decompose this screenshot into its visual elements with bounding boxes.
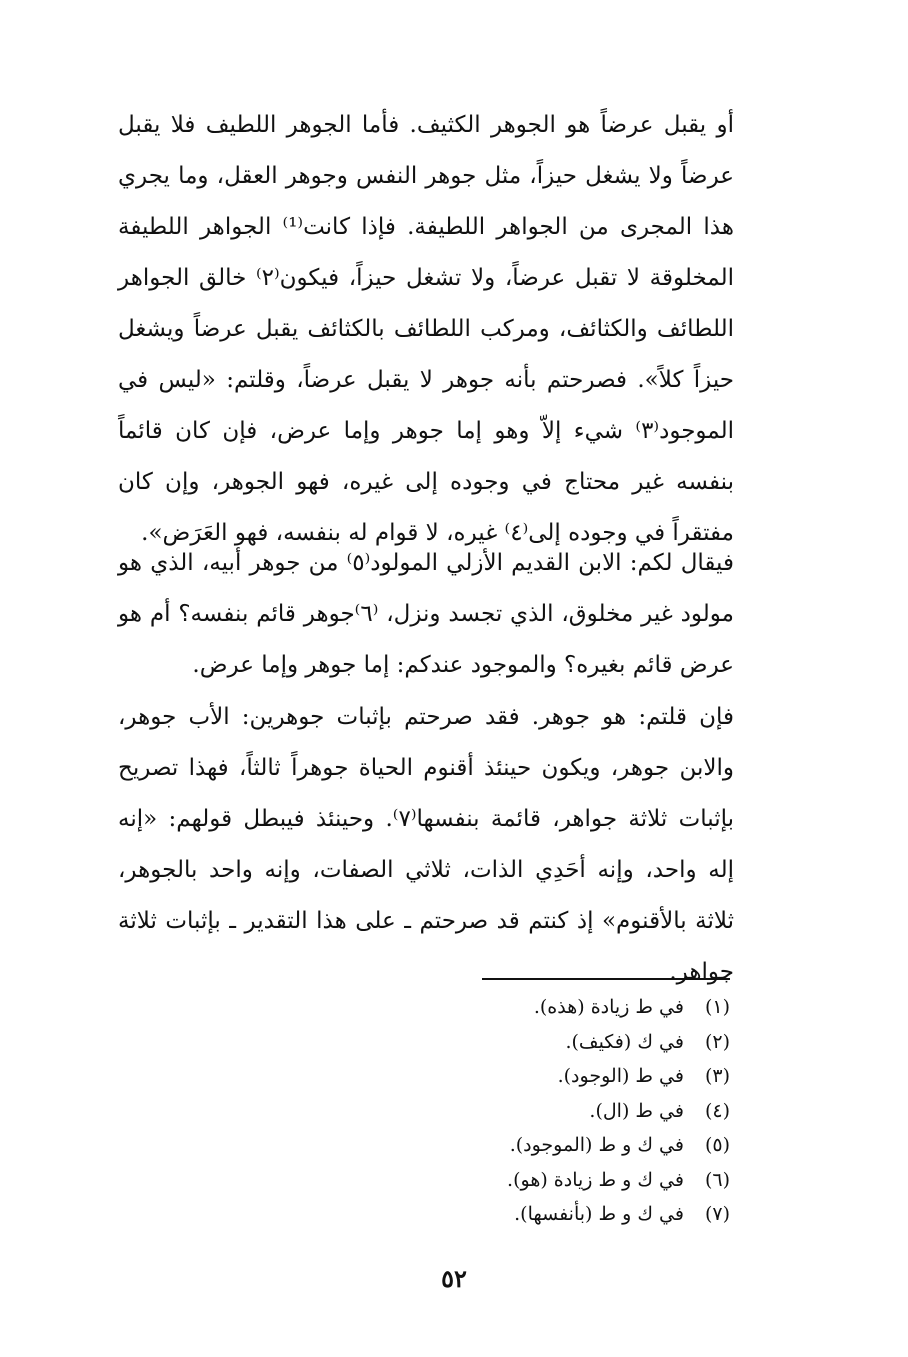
paragraph-3-text: فإن قلتم: هو جوهر. فقد صرحتم بإثبات جوهرين: الأب جوهر، والابن جوهر، ويكون حينئذ أقنوم الحياة جوهراً ثالثاً، فهذا تصريح بإثبات ثلاثة جواهر، قائمة بنفسها⁽٧⁾. وحينئذ فيبطل قولهم: «إنه إله واحد، وإنه أحَدِي الذات، ثلاثي الصفات، وإنه واحد بالجوهر، ثلاثة بالأقنوم» إذ كنتم قد صرحتم ـ على هذا التقدير ـ بإثبات ثلاثة جواهر.: [118, 704, 734, 985]
footnotes-list: [300, 990, 730, 1232]
footnote-text: في ط (الوجود).: [557, 1065, 684, 1087]
footnote-text: في ط زيادة (هذه).: [533, 996, 684, 1018]
footnote-number: (٤): [704, 1099, 730, 1122]
footnote-item: [300, 1094, 730, 1129]
footnote-number: (١): [704, 996, 730, 1018]
footnote-item: [300, 1059, 730, 1094]
page-number: ٥٢: [441, 1264, 467, 1293]
footnote-text: في ك و ط زيادة (هو).: [507, 1168, 684, 1191]
paragraph-2-text: فيقال لكم: الابن القديم الأزلي المولود⁽٥⁾ من جوهر أبيه، الذي هو مولود غير مخلوق، الذي تجسد ونزل، ⁽٦⁾جوهر قائم بنفسه؟ أم هو عرض قائم بغيره؟ والموجود عندكم: إما جوهر وإما عرض.: [118, 550, 734, 678]
footnote-number: (٦): [704, 1168, 730, 1191]
footnote-item: [300, 1163, 730, 1198]
paragraph-1-text: أو يقبل عرضاً هو الجوهر الكثيف. فأما الجوهر اللطيف فلا يقبل عرضاً ولا يشغل حيزاً، مثل جوهر النفس وجوهر العقل، وما يجري هذا المجرى من الجواهر اللطيفة. فإذا كانت⁽¹⁾ الجواهر اللطيفة المخلوقة لا تقبل عرضاً، ولا تشغل حيزاً، فيكون⁽٢⁾ خالق الجواهر اللطائف والكثائف، ومركب اللطائف بالكثائف يقبل عرضاً ويشغل حيزاً كلاً». فصرحتم بأنه جوهر لا يقبل عرضاً، وقلتم: «ليس في الموجود⁽٣⁾ شيء إلاّ وهو إما جوهر وإما عرض، فإن كان قائماً بنفسه غير محتاج في وجوده إلى غيره، فهو الجوهر، وإن كان مفتقراً في وجوده إلى⁽٤⁾ غيره، لا قوام له بنفسه، فهو العَرَض».: [118, 112, 734, 546]
footnote-number: (٧): [704, 1203, 730, 1225]
footnote-item: [300, 1025, 730, 1060]
footnote-item: [300, 1197, 730, 1232]
paragraph-2: [118, 538, 734, 691]
footnote-item: [300, 990, 730, 1025]
footnote-number: (٣): [704, 1065, 730, 1087]
footnote-divider: [482, 978, 730, 980]
footnote-item: [300, 1128, 730, 1163]
footnote-text: في ك و ط (بأنفسها).: [514, 1203, 684, 1225]
footnote-text: في ك و ط (الموجود).: [509, 1134, 684, 1156]
footnote-number: (٥): [704, 1134, 730, 1156]
footnote-text: في ك (فكيف).: [565, 1030, 684, 1053]
paragraph-1: [118, 100, 734, 559]
footnote-number: (٢): [704, 1030, 730, 1053]
footnote-text: في ط (ال).: [589, 1099, 684, 1122]
paragraph-3: [118, 692, 734, 998]
